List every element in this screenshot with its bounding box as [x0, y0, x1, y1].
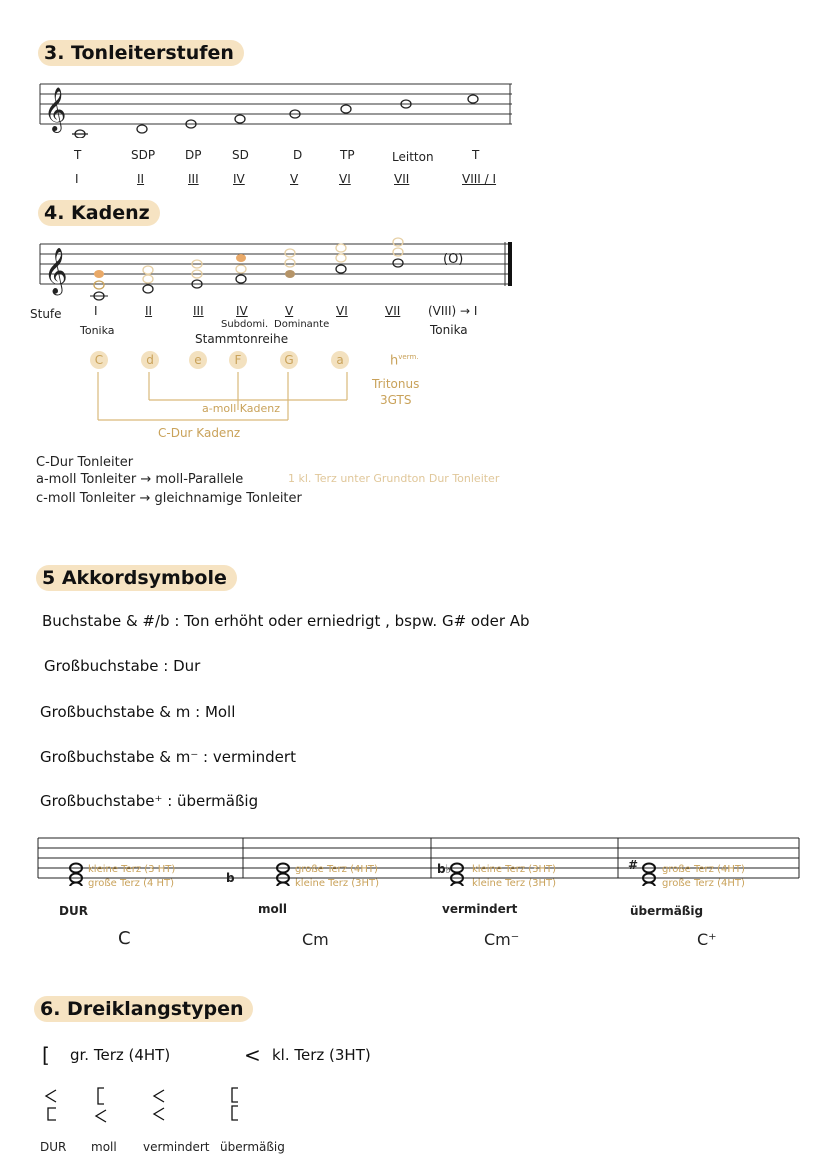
scale-staff: [38, 78, 514, 138]
degree-label: VII: [394, 172, 410, 186]
kadenz-degree: II: [145, 304, 153, 318]
chord-symbol: Cm: [302, 930, 329, 949]
kadenz-degree: I: [94, 304, 98, 318]
legend-small-third: kl. Terz (3HT): [272, 1046, 371, 1064]
dominante-label: Dominante: [274, 319, 330, 330]
note-letter: e: [189, 351, 207, 369]
section-4-heading: 4. Kadenz: [38, 200, 160, 226]
note-letter: d: [141, 351, 159, 369]
rule-line: Großbuchstabe : Dur: [44, 657, 201, 675]
legend-big-third: gr. Terz (4HT): [70, 1046, 171, 1064]
treble-clef-icon: 𝄞: [44, 87, 67, 131]
cadence-staff: [38, 232, 516, 304]
accidental-label: #: [628, 858, 639, 872]
scale-line: a-moll Tonleiter → moll-Parallele: [36, 472, 244, 487]
degree-label: IV: [233, 172, 245, 186]
treble-clef-icon: 𝄞: [44, 248, 68, 294]
kadenz-degree: III: [193, 304, 204, 318]
chord-type-label: übermäßig: [630, 904, 704, 918]
kadenz-degree: IV: [236, 304, 248, 318]
function-label: TP: [340, 148, 355, 162]
degree-label: I: [75, 172, 79, 186]
note-letter: G: [280, 351, 298, 369]
function-label: T: [472, 148, 480, 162]
stammtonreihe-label: Stammtonreihe: [195, 332, 289, 346]
stufe-label: Stufe: [30, 307, 62, 321]
kadenz-degree: (VIII) → I: [428, 304, 478, 318]
triad-type-label: moll: [91, 1140, 117, 1154]
function-label: D: [293, 148, 303, 162]
rule-line: Buchstabe & #/b : Ton erhöht oder erniedrigt , bspw. G# oder Ab: [42, 612, 530, 630]
note-letter: F: [229, 351, 247, 369]
degree-label: V: [290, 172, 299, 186]
degree-label: II: [137, 172, 145, 186]
function-label: DP: [185, 148, 202, 162]
rule-line: Großbuchstabe & m : Moll: [40, 703, 236, 721]
interval-label: kleine Terz (3HT): [295, 878, 380, 889]
rule-line: Großbuchstabe & m⁻ : vermindert: [40, 748, 296, 766]
paren-chord: (O): [443, 252, 464, 267]
gold-note: 1 kl. Terz unter Grundton Dur Tonleiter: [288, 472, 500, 485]
accidental-label: b: [226, 871, 235, 885]
section-6-heading: 6. Dreiklangstypen: [34, 996, 253, 1022]
tonika-label: Tonika: [80, 324, 115, 337]
triad-type-label: übermäßig: [220, 1140, 285, 1154]
subdominante-label: Subdomi.: [221, 319, 269, 330]
kadenz-degree: VII: [385, 304, 401, 318]
interval-label: kleine Terz (3 HT): [88, 864, 176, 875]
section-5-heading: 5 Akkordsymbole: [36, 565, 237, 591]
kadenz-degree: V: [285, 304, 294, 318]
rule-line: Großbuchstabe⁺ : übermäßig: [40, 792, 259, 810]
scale-line: C-Dur Tonleiter: [36, 455, 134, 470]
function-label: SD: [232, 148, 249, 162]
triad-type-diagram: [40, 1084, 250, 1136]
tritonus-label: Tritonus: [372, 377, 420, 391]
interval-label: große Terz (4HT): [295, 864, 378, 875]
gts-label: 3GTS: [380, 393, 412, 407]
degree-label: III: [188, 172, 199, 186]
interval-label: große Terz (4HT): [662, 864, 745, 875]
cdur-kadenz-label: C-Dur Kadenz: [158, 426, 241, 440]
function-label: Leitton: [392, 150, 434, 164]
kadenz-degree: VI: [336, 304, 348, 318]
accidental-label: b♭: [437, 862, 452, 876]
amoll-kadenz-label: a-moll Kadenz: [202, 402, 281, 415]
chord-type-label: DUR: [59, 904, 88, 918]
angle-symbol: <: [244, 1043, 261, 1067]
chord-symbol: Cm⁻: [484, 930, 520, 949]
function-label: SDP: [131, 148, 156, 162]
chord-symbol: C⁺: [697, 930, 717, 949]
section-3-heading: 3. Tonleiterstufen: [38, 40, 244, 66]
chord-type-label: moll: [258, 902, 287, 916]
interval-label: große Terz (4 HT): [88, 878, 175, 889]
interval-label: kleine Terz (3HT): [472, 864, 557, 875]
note-letter: a: [331, 351, 349, 369]
tonika-label: Tonika: [430, 323, 468, 337]
degree-label: VI: [339, 172, 351, 186]
note-letter: C: [90, 351, 108, 369]
chord-symbol: C: [118, 928, 131, 949]
h-letter: $h^{verm.}$: [390, 353, 419, 369]
interval-label: kleine Terz (3HT): [472, 878, 557, 889]
degree-label: VIII / I: [462, 172, 497, 186]
triad-type-label: DUR: [40, 1140, 67, 1154]
function-label: T: [74, 148, 82, 162]
interval-label: große Terz (4HT): [662, 878, 745, 889]
triad-type-label: vermindert: [143, 1140, 210, 1154]
bracket-symbol: [: [42, 1043, 50, 1067]
chord-type-label: vermindert: [442, 902, 518, 916]
scale-line: c-moll Tonleiter → gleichnamige Tonleiter: [36, 491, 302, 506]
